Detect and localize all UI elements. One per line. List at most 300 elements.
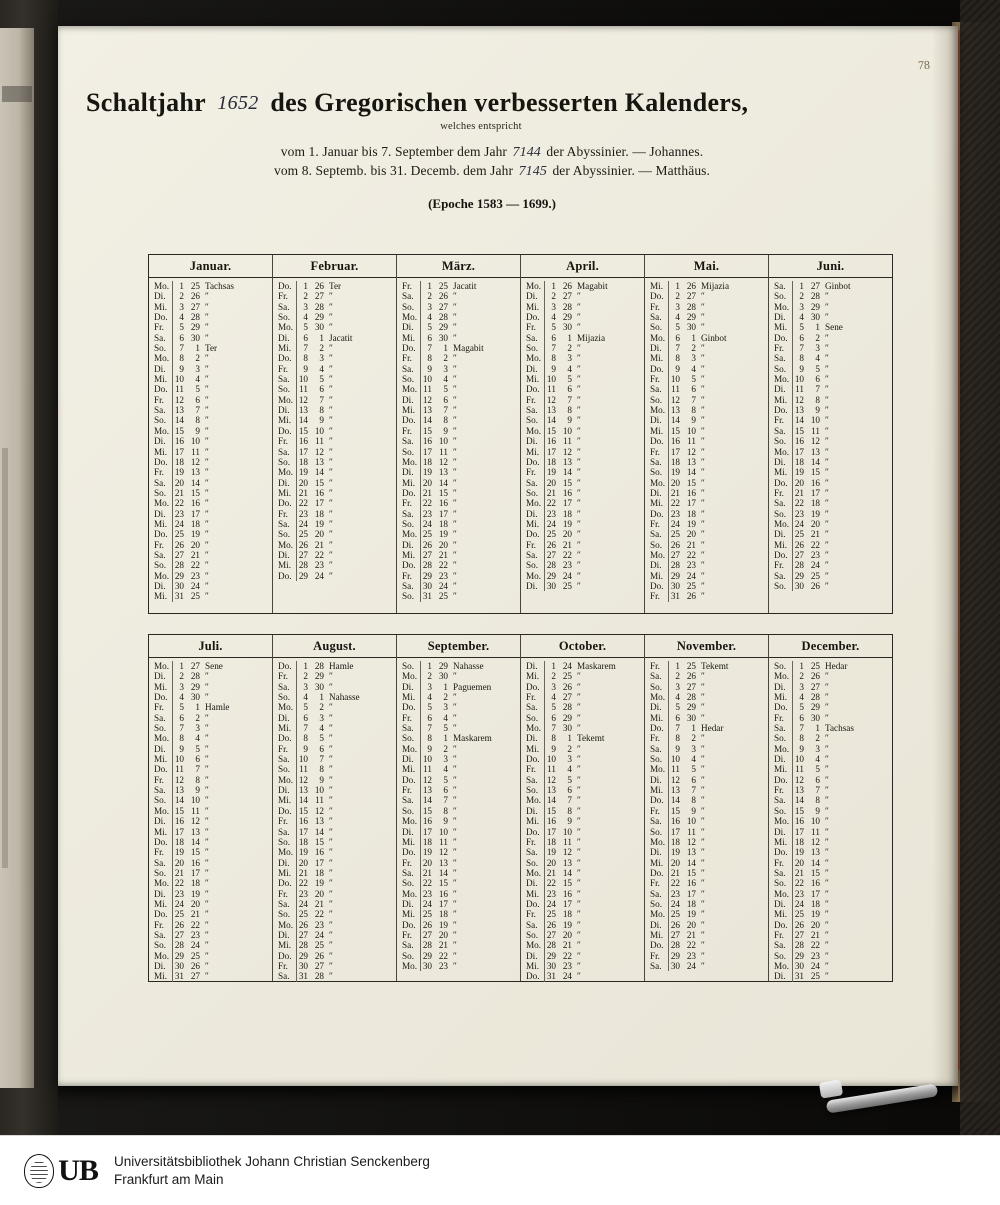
abyssinian-day: 17: [686, 498, 696, 509]
month-header: Juli.: [149, 635, 272, 658]
abyssinian-month-name: ″: [701, 795, 705, 806]
abyssinian-month-name: ″: [329, 353, 333, 364]
abyssinian-month-name: ″: [205, 498, 209, 509]
book-holder-clip: [818, 1041, 938, 1127]
gregorian-day: 5: [420, 322, 435, 332]
abyssinian-month-name: ″: [329, 291, 333, 302]
weekday-abbrev: Do.: [154, 909, 168, 920]
abyssinian-day: 5: [319, 374, 324, 385]
calendar-row: [645, 560, 768, 570]
weekday-abbrev: Do.: [278, 661, 292, 671]
abyssinian-day: 16: [438, 888, 448, 899]
calendar-row: [645, 529, 768, 539]
gregorian-day: 22: [296, 878, 311, 888]
calendar-row: [521, 940, 644, 950]
gregorian-day: 23: [296, 509, 311, 519]
gregorian-day: 11: [420, 384, 435, 394]
abyssinian-day: 22: [810, 940, 820, 951]
weekday-abbrev: Mi.: [278, 940, 292, 951]
month-rows: [521, 278, 644, 591]
abyssinian-month-name: Hamle: [329, 661, 354, 671]
calendar-row: [273, 384, 396, 394]
abyssinian-month-name: ″: [701, 312, 705, 323]
abyssinian-month-name: ″: [329, 888, 333, 899]
calendar-row: [149, 333, 272, 343]
weekday-abbrev: Fr.: [278, 291, 288, 302]
weekday-abbrev: Sa.: [154, 549, 166, 560]
gregorian-day: 10: [420, 754, 435, 764]
gregorian-day: 11: [296, 384, 311, 394]
abyssinian-day: 8: [195, 415, 200, 426]
weekday-abbrev: Sa.: [526, 549, 538, 560]
calendar-row: [397, 519, 520, 529]
abyssinian-day: 26: [686, 281, 696, 291]
gregorian-day: 22: [668, 878, 683, 888]
gregorian-day: 23: [792, 509, 807, 519]
abyssinian-day: 8: [567, 405, 572, 416]
abyssinian-day: 9: [691, 415, 696, 426]
gregorian-day: 17: [668, 447, 683, 457]
gregorian-day: 6: [544, 333, 559, 343]
weekday-abbrev: Di.: [650, 847, 662, 858]
weekday-abbrev: Do.: [278, 950, 292, 961]
gregorian-day: 22: [668, 498, 683, 508]
gregorian-day: 9: [668, 744, 683, 754]
calendar-row: [521, 550, 644, 560]
weekday-abbrev: So.: [774, 805, 787, 816]
gregorian-day: 8: [172, 353, 187, 363]
abyssinian-month-name: Nahasse: [329, 692, 360, 703]
abyssinian-month-name: ″: [205, 549, 209, 560]
abyssinian-day: 16: [810, 878, 820, 889]
calendar-row: [397, 343, 520, 353]
gregorian-day: 28: [668, 560, 683, 570]
abyssinian-day: 6: [691, 774, 696, 785]
abyssinian-day: 19: [438, 529, 448, 540]
abyssinian-day: 4: [195, 733, 200, 744]
calendar-row: [149, 436, 272, 446]
abyssinian-month-name: ″: [205, 518, 209, 529]
weekday-abbrev: Sa.: [526, 847, 538, 858]
calendar-row: [521, 581, 644, 591]
abyssinian-month-name: ″: [453, 847, 457, 858]
abyssinian-day: 9: [815, 405, 820, 416]
calendar-row: [769, 671, 892, 681]
abyssinian-day: 12: [314, 446, 324, 457]
abyssinian-month-name: ″: [577, 363, 581, 374]
abyssinian-month-name: ″: [453, 415, 457, 426]
calendar-row: [149, 671, 272, 681]
gregorian-day: 10: [792, 754, 807, 764]
abyssinian-day: 20: [686, 919, 696, 930]
weekday-abbrev: Di.: [774, 681, 786, 692]
abyssinian-month-name: ″: [205, 867, 209, 878]
abyssinian-day: 14: [686, 857, 696, 868]
abyssinian-month-name: ″: [701, 940, 705, 951]
gregorian-day: 2: [792, 671, 807, 681]
abyssinian-month-name: ″: [205, 712, 209, 723]
abyssinian-month-name: ″: [453, 580, 457, 591]
weekday-abbrev: Mo.: [650, 477, 666, 488]
abyssinian-month-name: ″: [701, 477, 705, 488]
gregorian-day: 27: [668, 550, 683, 560]
calendar-row: [521, 764, 644, 774]
abyssinian-day: 10: [314, 785, 324, 796]
weekday-abbrev: So.: [526, 929, 539, 940]
gregorian-day: 20: [544, 858, 559, 868]
weekday-abbrev: Di.: [402, 322, 414, 333]
weekday-abbrev: Fr.: [774, 929, 784, 940]
abyssinian-month-name: ″: [453, 723, 457, 734]
calendar-row: [397, 837, 520, 847]
abyssinian-day: 6: [443, 394, 448, 405]
calendar-row: [273, 364, 396, 374]
abyssinian-month-name: ″: [205, 929, 209, 940]
calendar-row: [769, 899, 892, 909]
abyssinian-month-name: ″: [825, 580, 829, 591]
abyssinian-day: 2: [567, 743, 572, 754]
weekday-abbrev: Mo.: [402, 671, 418, 682]
gregorian-day: 13: [296, 785, 311, 795]
calendar-row: [769, 971, 892, 981]
abyssinian-day: 16: [810, 477, 820, 488]
weekday-abbrev: Sa.: [402, 580, 414, 591]
calendar-row: [645, 291, 768, 301]
gregorian-day: 12: [544, 395, 559, 405]
gregorian-day: 13: [544, 785, 559, 795]
weekday-abbrev: Di.: [278, 332, 290, 343]
calendar-row: [521, 775, 644, 785]
gregorian-day: 19: [668, 847, 683, 857]
calendar-row: [149, 785, 272, 795]
gregorian-day: 17: [544, 827, 559, 837]
calendar-row: [769, 920, 892, 930]
gregorian-day: 26: [296, 540, 311, 550]
abyssinian-day: 9: [567, 415, 572, 426]
calendar-row: [397, 302, 520, 312]
calendar-row: [149, 775, 272, 785]
calendar-row: [397, 322, 520, 332]
calendar-row: [397, 858, 520, 868]
abyssinian-month-name: Ginbot: [701, 332, 727, 343]
abyssinian-month-name: ″: [205, 539, 209, 550]
calendar-row: [149, 971, 272, 981]
abyssinian-day: 20: [562, 929, 572, 940]
abyssinian-month-name: ″: [453, 332, 457, 343]
month-column: [149, 635, 273, 981]
abyssinian-month-name: ″: [329, 415, 333, 426]
abyssinian-month-name: ″: [329, 971, 333, 982]
calendar-row: [149, 488, 272, 498]
calendar-row: [769, 733, 892, 743]
abyssinian-month-name: ″: [701, 867, 705, 878]
gregorian-day: 15: [792, 426, 807, 436]
weekday-abbrev: Do.: [650, 723, 664, 734]
line1-handwritten-year: 7144: [512, 145, 541, 160]
abyssinian-day: 5: [691, 374, 696, 385]
calendar-row: [273, 478, 396, 488]
abyssinian-month-name: ″: [329, 549, 333, 560]
gregorian-day: 24: [792, 899, 807, 909]
abyssinian-month-name: ″: [825, 898, 829, 909]
gregorian-day: 16: [420, 436, 435, 446]
calendar-row: [397, 281, 520, 291]
calendar-row: [521, 837, 644, 847]
calendar-row: [645, 509, 768, 519]
calendar-row: [645, 775, 768, 785]
abyssinian-day: 27: [190, 301, 200, 312]
abyssinian-month-name: ″: [701, 446, 705, 457]
calendar-row: [521, 661, 644, 671]
weekday-abbrev: Sa.: [650, 816, 662, 827]
weekday-abbrev: Fr.: [650, 446, 660, 457]
weekday-abbrev: Mo.: [526, 723, 542, 734]
gregorian-day: 18: [296, 457, 311, 467]
abyssinian-day: 24: [314, 929, 324, 940]
weekday-abbrev: Do.: [402, 415, 416, 426]
gregorian-day: 13: [296, 405, 311, 415]
gregorian-day: 1: [420, 661, 435, 671]
gregorian-day: 2: [544, 291, 559, 301]
abyssinian-month-name: Maskarem: [577, 661, 616, 671]
abyssinian-day: 14: [438, 477, 448, 488]
gregorian-day: 7: [668, 343, 683, 353]
calendar-row: [149, 281, 272, 291]
weekday-abbrev: Di.: [278, 405, 290, 416]
abyssinian-month-name: ″: [701, 570, 705, 581]
calendar-row: [521, 560, 644, 570]
abyssinian-day: 4: [319, 723, 324, 734]
weekday-abbrev: Sa.: [526, 405, 538, 416]
calendar-row: [769, 837, 892, 847]
abyssinian-day: 19: [190, 888, 200, 899]
weekday-abbrev: Mi.: [526, 816, 540, 827]
abyssinian-day: 12: [810, 436, 820, 447]
calendar-row: [149, 661, 272, 671]
calendar-row: [397, 723, 520, 733]
month-column: [521, 255, 645, 613]
gregorian-day: 15: [420, 426, 435, 436]
calendar-row: [273, 405, 396, 415]
calendar-row: [397, 795, 520, 805]
weekday-abbrev: Fr.: [402, 929, 412, 940]
abyssinian-month-name: ″: [329, 795, 333, 806]
gregorian-day: 26: [668, 540, 683, 550]
library-credit: [114, 1153, 430, 1188]
abyssinian-month-name: ″: [825, 816, 829, 827]
gregorian-day: 23: [172, 889, 187, 899]
abyssinian-month-name: ″: [825, 508, 829, 519]
weekday-abbrev: Mi.: [154, 301, 168, 312]
gregorian-day: 14: [296, 795, 311, 805]
weekday-abbrev: Do.: [526, 681, 540, 692]
calendar-row: [149, 692, 272, 702]
abyssinian-month-name: ″: [825, 878, 829, 889]
calendar-row: [645, 395, 768, 405]
abyssinian-month-name: ″: [577, 867, 581, 878]
abyssinian-day: 7: [815, 785, 820, 796]
weekday-abbrev: Mi.: [650, 353, 664, 364]
abyssinian-day: 14: [314, 467, 324, 478]
gregorian-day: 29: [172, 571, 187, 581]
abyssinian-month-name: ″: [453, 836, 457, 847]
gregorian-day: 25: [172, 909, 187, 919]
weekday-abbrev: Mi.: [402, 909, 416, 920]
gregorian-day: 13: [668, 785, 683, 795]
abyssinian-day: 4: [443, 764, 448, 775]
calendar-row: [149, 858, 272, 868]
calendar-row: [645, 889, 768, 899]
abyssinian-month-name: ″: [577, 560, 581, 571]
gregorian-day: 12: [172, 775, 187, 785]
calendar-row: [397, 353, 520, 363]
abyssinian-month-name: ″: [453, 857, 457, 868]
weekday-abbrev: So.: [650, 681, 663, 692]
handwritten-year: 1652: [217, 92, 259, 114]
abyssinian-month-name: ″: [701, 929, 705, 940]
calendar-row: [645, 785, 768, 795]
gregorian-day: 27: [792, 930, 807, 940]
weekday-abbrev: Fr.: [278, 743, 288, 754]
abyssinian-month-name: ″: [329, 456, 333, 467]
weekday-abbrev: Di.: [402, 826, 414, 837]
abyssinian-month-name: Sene: [825, 322, 843, 333]
calendar-row: [397, 498, 520, 508]
calendar-row: [273, 509, 396, 519]
abyssinian-day: 3: [195, 363, 200, 374]
abyssinian-month-name: ″: [205, 467, 209, 478]
abyssinian-month-name: ″: [329, 857, 333, 868]
calendar-row: [397, 661, 520, 671]
weekday-abbrev: So.: [650, 539, 663, 550]
calendar-row: [521, 447, 644, 457]
weekday-abbrev: Mo.: [278, 322, 294, 333]
abyssinian-month-name: ″: [825, 539, 829, 550]
abyssinian-day: 30: [438, 671, 448, 682]
weekday-abbrev: Sa.: [278, 898, 290, 909]
calendar-row: [769, 785, 892, 795]
correspondence-line-1: [86, 144, 898, 161]
weekday-abbrev: So.: [650, 826, 663, 837]
gregorian-day: 14: [544, 415, 559, 425]
abyssinian-month-name: ″: [577, 723, 581, 734]
abyssinian-month-name: ″: [825, 312, 829, 323]
gregorian-day: 24: [668, 899, 683, 909]
abyssinian-day: 13: [190, 826, 200, 837]
gregorian-day: 30: [544, 581, 559, 591]
abyssinian-month-name: ″: [825, 343, 829, 354]
abyssinian-day: 30: [562, 723, 572, 734]
calendar-row: [273, 816, 396, 826]
calendar-row: [149, 519, 272, 529]
calendar-row: [521, 878, 644, 888]
calendar-row: [521, 909, 644, 919]
weekday-abbrev: Mo.: [774, 671, 790, 682]
abyssinian-month-name: ″: [577, 415, 581, 426]
scanned-page: [58, 26, 958, 1086]
gregorian-day: 21: [544, 488, 559, 498]
month-header: August.: [273, 635, 396, 658]
adjacent-page-margin-line: [2, 448, 8, 868]
calendar-row: [149, 764, 272, 774]
calendar-row: [149, 682, 272, 692]
weekday-abbrev: Di.: [154, 888, 166, 899]
weekday-abbrev: Do.: [650, 867, 664, 878]
abyssinian-day: 3: [567, 353, 572, 364]
abyssinian-day: 6: [195, 394, 200, 405]
weekday-abbrev: So.: [154, 487, 167, 498]
calendar-row: [397, 733, 520, 743]
gregorian-day: 8: [420, 353, 435, 363]
calendar-row: [149, 827, 272, 837]
weekday-abbrev: Di.: [526, 661, 538, 671]
abyssinian-month-name: ″: [577, 456, 581, 467]
abyssinian-month-name: ″: [453, 446, 457, 457]
abyssinian-day: 12: [438, 847, 448, 858]
calendar-row: [149, 560, 272, 570]
abyssinian-day: 26: [562, 681, 572, 692]
month-rows: [769, 658, 892, 982]
clip-tip: [819, 1079, 843, 1098]
abyssinian-month-name: ″: [205, 487, 209, 498]
gregorian-day: 18: [420, 457, 435, 467]
abyssinian-month-name: ″: [329, 960, 333, 971]
weekday-abbrev: Mo.: [526, 281, 542, 291]
abyssinian-day: 25: [810, 661, 820, 671]
abyssinian-day: 29: [438, 322, 448, 333]
abyssinian-day: 12: [686, 446, 696, 457]
library-name: Universitätsbibliothek Johann Christian Senckenberg: [114, 1154, 430, 1170]
calendar-row: [149, 816, 272, 826]
abyssinian-day: 27: [686, 291, 696, 302]
calendar-row: [769, 488, 892, 498]
weekday-abbrev: So.: [154, 343, 167, 354]
abyssinian-day: 8: [815, 394, 820, 405]
weekday-abbrev: So.: [402, 591, 415, 602]
abyssinian-month-name: ″: [825, 446, 829, 457]
abyssinian-month-name: ″: [825, 909, 829, 920]
adjacent-page-ink-mark: [2, 86, 32, 102]
calendar-row: [149, 591, 272, 601]
abyssinian-month-name: ″: [825, 570, 829, 581]
abyssinian-day: 29: [190, 681, 200, 692]
weekday-abbrev: Mi.: [650, 281, 664, 291]
gregorian-day: 23: [544, 509, 559, 519]
calendar-row: [769, 940, 892, 950]
weekday-abbrev: So.: [774, 291, 787, 302]
abyssinian-month-name: ″: [701, 754, 705, 765]
calendar-row: [397, 591, 520, 601]
weekday-abbrev: So.: [154, 415, 167, 426]
weekday-abbrev: Sa.: [154, 477, 166, 488]
abyssinian-month-name: ″: [577, 950, 581, 961]
abyssinian-month-name: ″: [205, 878, 209, 889]
gregorian-day: 16: [296, 436, 311, 446]
month-column: [769, 635, 892, 981]
gregorian-day: 18: [792, 837, 807, 847]
month-header: April.: [521, 255, 644, 278]
weekday-abbrev: Mi.: [402, 692, 416, 703]
weekday-abbrev: Fr.: [650, 374, 660, 385]
abyssinian-day: 5: [443, 774, 448, 785]
weekday-abbrev: So.: [526, 712, 539, 723]
abyssinian-month-name: ″: [577, 754, 581, 765]
abyssinian-day: 5: [815, 764, 820, 775]
abyssinian-day: 2: [443, 743, 448, 754]
weekday-abbrev: So.: [774, 878, 787, 889]
gregorian-day: 21: [420, 488, 435, 498]
abyssinian-month-name: ″: [329, 322, 333, 333]
